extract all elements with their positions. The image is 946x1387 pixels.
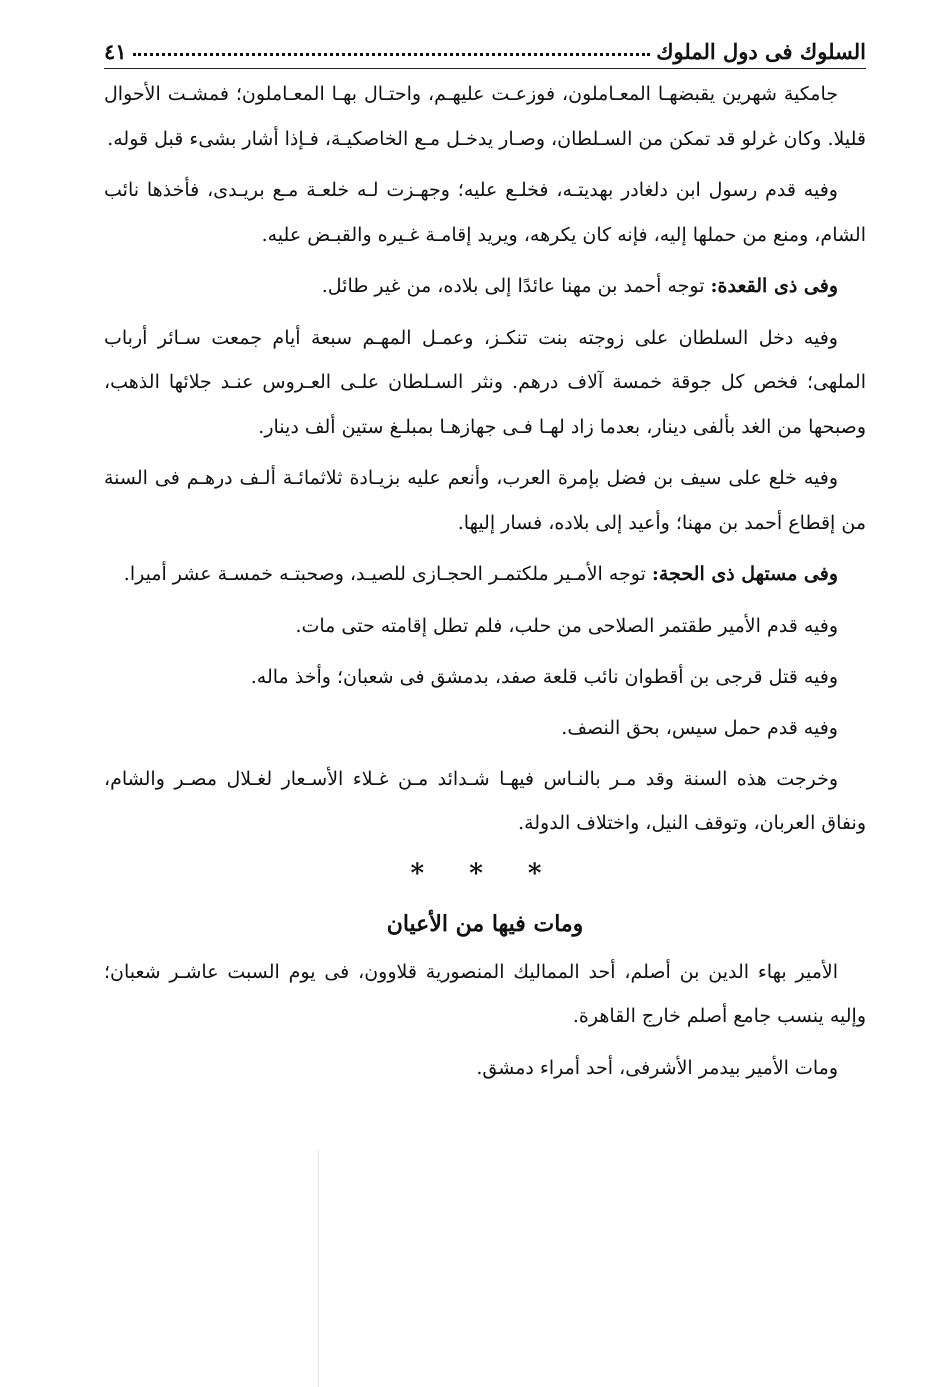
paragraph-6-text: توجه الأمـير ملكتمـر الحجـازى للصيـد، وصحبتـه خمسـة عشر أميرا. xyxy=(123,563,652,585)
paragraph-3-text: توجه أحمد بن مهنا عائدًا إلى بلاده، من غير طائل. xyxy=(321,275,711,297)
running-header xyxy=(104,28,866,64)
section-title: ومات فيها من الأعيان xyxy=(386,910,584,937)
page-body xyxy=(104,72,866,1090)
paragraph-4 xyxy=(104,316,866,450)
paragraph-7-text: وفيه قدم الأمير طقتمر الصلاحى من حلب، فلم تطل إقامته حتى مات. xyxy=(295,614,838,637)
paragraph-10-text: وخرجت هذه السنة وقد مـر بالنـاس فيهـا شـدائد مـن غـلاء الأسـعار لغـلال مصـر والشام، ونفاق العربان، وتوقف النيل، واختلاف الدولة. xyxy=(104,767,866,834)
paragraph-3 xyxy=(104,264,866,309)
paragraph-1-text: جامكية شهرين يقبضهـا المعـاملون، فوزعـت عليهـم، واحتـال بهـا المعـاملون؛ فمشـت الأحوال قليلا. وكان غرلو قد تمكن من السـلطان، وصـار يدخـل مـع الخاصكيـة، فـإذا أشار بشىء قبل قوله. xyxy=(104,83,866,150)
page-crease xyxy=(318,1150,319,1387)
paragraph-3-lead: وفى ذى القعدة: xyxy=(710,275,838,297)
paragraph-9-text: وفيه قدم حمل سيس، بحق النصف. xyxy=(561,716,838,739)
leader-dots xyxy=(133,53,651,56)
paragraph-5-text: وفيه خلع على سيف بن فضل بإمرة العرب، وأنعم عليه بزيـادة ثلاثمائـة ألـف درهـم فى السنة من إقطاع أحمد بن مهنا؛ وأعيد إلى بلاده، فسار إليها. xyxy=(104,467,866,534)
obituary-paragraph-1: الأمير بهاء الدين بن أصلم، أحد المماليك المنصورية قلاوون، فى يوم السبت عاشـر شعبان؛ وإليه ينسب جامع أصلم خارج القاهرة. xyxy=(104,960,866,1027)
paragraph-8 xyxy=(104,655,866,699)
paragraph-8-text: وفيه قتل قرجى بن أقطوان نائب قلعة صفد، بدمشق فى شعبان؛ وأخذ ماله. xyxy=(250,665,838,688)
page-number: ٤١ xyxy=(104,39,127,64)
paragraph-6 xyxy=(104,552,866,597)
paragraph-9 xyxy=(104,706,866,750)
paragraph-5 xyxy=(104,456,866,545)
header-rule xyxy=(104,68,866,69)
book-page xyxy=(104,0,866,1387)
paragraph-4-text: وفيه دخل السلطان على زوجته بنت تنكـز، وعمـل المهـم سبعة أيام جمعت سـائر أرباب الملهى؛ فخص كل جوقة خمسة آلاف درهم. ونثر السـلطان علـى العـروس عنـد جلائها الذهب، وصبحها من الغد بألفى دينار، بعدما زاد لهـا فـى جهازهـا بمبلـغ ستين ألف دينار. xyxy=(104,326,866,438)
paragraph-2 xyxy=(104,168,866,257)
paragraph-2-text: وفيه قدم رسول ابن دلغادر بهديتـه، فخلـع عليه؛ وجهـزت لـه خلعـة مـع بريـدى، فأخذها نائب الشام، ومنع من حملها إليه، فإنه كان يكرهه، ويريد إقامـة غـيره والقبـض عليه. xyxy=(104,179,866,246)
paragraph-7 xyxy=(104,604,866,648)
section-separator: * * * xyxy=(410,858,560,889)
paragraph-1 xyxy=(104,72,866,161)
paragraph-10 xyxy=(104,757,866,846)
obituary-paragraph-2: ومات الأمير بيدمر الأشرفى، أحد أمراء دمشق. xyxy=(476,1056,838,1079)
book-title: السلوك فى دول الملوك xyxy=(656,39,866,64)
paragraph-6-lead: وفى مستهل ذى الحجة: xyxy=(651,563,838,585)
